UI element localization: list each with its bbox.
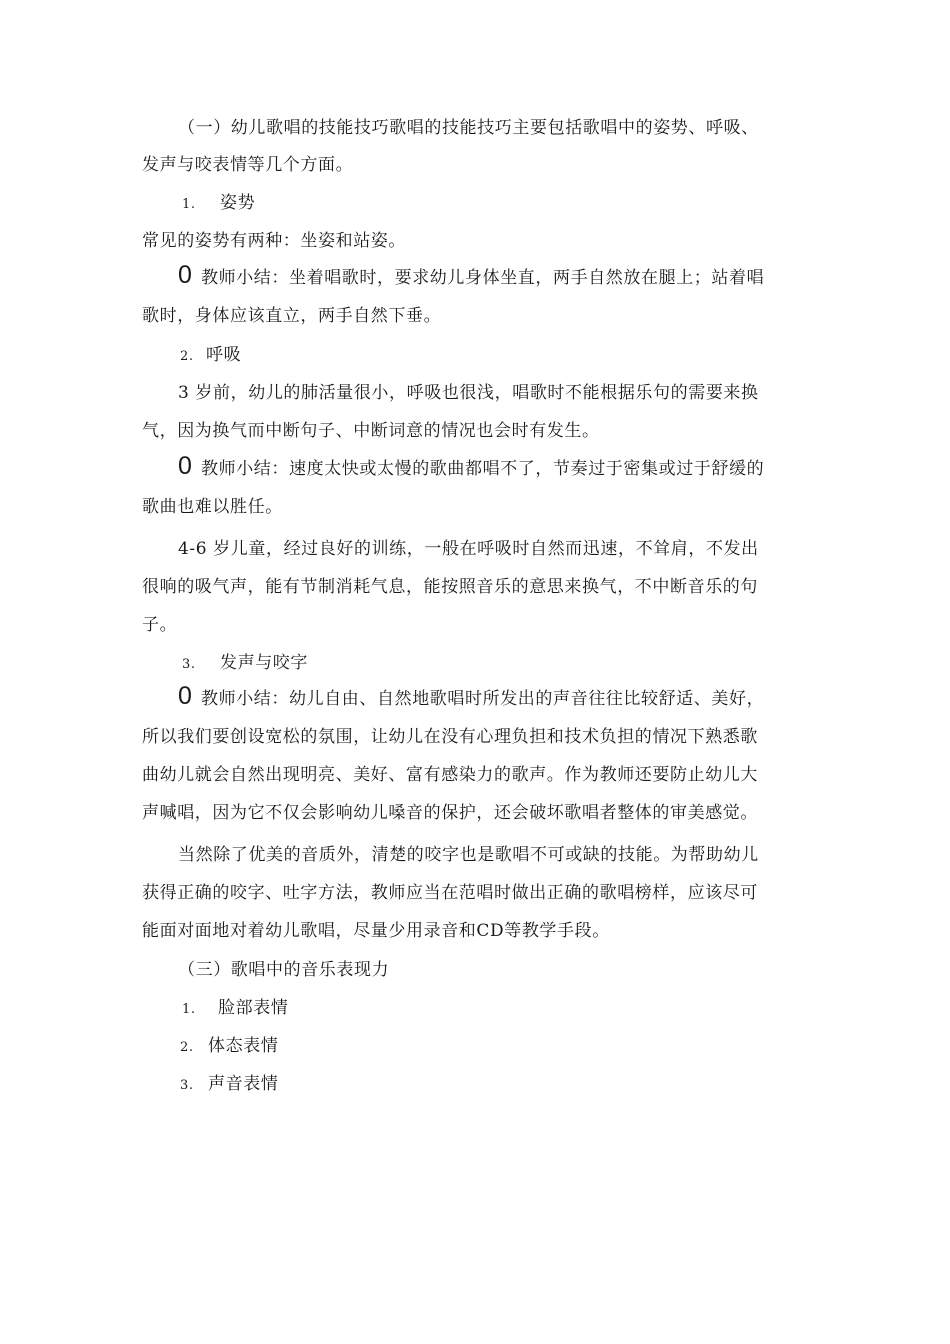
summary1-line-1: 教师小结：坐着唱歌时，要求幼儿身体坐直，两手自然放在腿上；站着唱 (201, 268, 765, 288)
summary3-line-1: 教师小结：幼儿自由、自然地歌唱时所发出的声音往往比较舒适、美好， (201, 689, 765, 709)
intro-line-1: （一）幼儿歌唱的技能技巧歌唱的技能技巧主要包括歌唱中的姿势、呼吸、 (178, 118, 759, 138)
list-number: 1. (182, 197, 196, 212)
diction-line-2: 获得正确的咬字、吐字方法，教师应当在范唱时做出正确的歌唱榜样，应该尽可 (142, 883, 758, 903)
list-label: 姿势 (220, 193, 256, 213)
age-line-3: 子。 (142, 615, 178, 635)
list-label: 声音表情 (208, 1074, 279, 1094)
bullet-marker: 0 (178, 452, 192, 480)
list-label: 呼吸 (206, 345, 242, 365)
summary3-line-3: 曲幼儿就会自然出现明亮、美好、富有感染力的歌声。作为教师还要防止幼儿大 (142, 765, 758, 785)
age-line-2: 很响的吸气声，能有节制消耗气息，能按照音乐的意思来换气，不中断音乐的句 (142, 577, 758, 597)
list-label: 脸部表情 (218, 998, 289, 1018)
summary2-line-1: 教师小结：速度太快或太慢的歌曲都唱不了，节奏过于密集或过于舒缓的 (201, 459, 765, 479)
age-line-1: 4-6 岁儿童，经过良好的训练，一般在呼吸时自然而迅速，不耸肩，不发出 (178, 539, 759, 559)
bullet-marker: 0 (178, 261, 192, 289)
breath-line-2: 气，因为换气而中断句子、中断词意的情况也会时有发生。 (142, 421, 600, 441)
section3-heading: （三）歌唱中的音乐表现力 (178, 960, 390, 980)
summary3-line-4: 声喊唱，因为它不仅会影响幼儿嗓音的保护，还会破坏歌唱者整体的审美感觉。 (142, 803, 758, 823)
list-number: 3. (182, 657, 196, 672)
list-number: 3. (180, 1078, 194, 1093)
list-item-breath (180, 345, 241, 367)
list-item-voice-expression (180, 1074, 278, 1096)
list-item-posture (182, 193, 255, 215)
list-number: 1. (182, 1002, 196, 1017)
list-number: 2. (180, 349, 194, 364)
list-number: 2. (180, 1040, 194, 1055)
list-label: 体态表情 (208, 1036, 279, 1056)
list-item-face (182, 998, 288, 1020)
breath-line-1: 3 岁前，幼儿的肺活量很小，呼吸也很浅，唱歌时不能根据乐句的需要来换 (178, 383, 759, 403)
intro-line-2: 发声与咬表情等几个方面。 (142, 155, 354, 175)
list-item-voice (182, 653, 308, 675)
posture-text: 常见的姿势有两种：坐姿和站姿。 (142, 231, 406, 251)
diction-line-3: 能面对面地对着幼儿歌唱，尽量少用录音和CD等教学手段。 (142, 921, 610, 941)
diction-line-1: 当然除了优美的音质外，清楚的咬字也是歌唱不可或缺的技能。为帮助幼儿 (178, 845, 759, 865)
bullet-marker: 0 (178, 682, 192, 710)
list-label: 发声与咬字 (220, 653, 308, 673)
summary3-line-2: 所以我们要创设宽松的氛围，让幼儿在没有心理负担和技术负担的情况下熟悉歌 (142, 727, 758, 747)
list-item-posture-expression (180, 1036, 278, 1058)
summary1-line-2: 歌时，身体应该直立，两手自然下垂。 (142, 306, 442, 326)
summary2-line-2: 歌曲也难以胜任。 (142, 497, 283, 517)
